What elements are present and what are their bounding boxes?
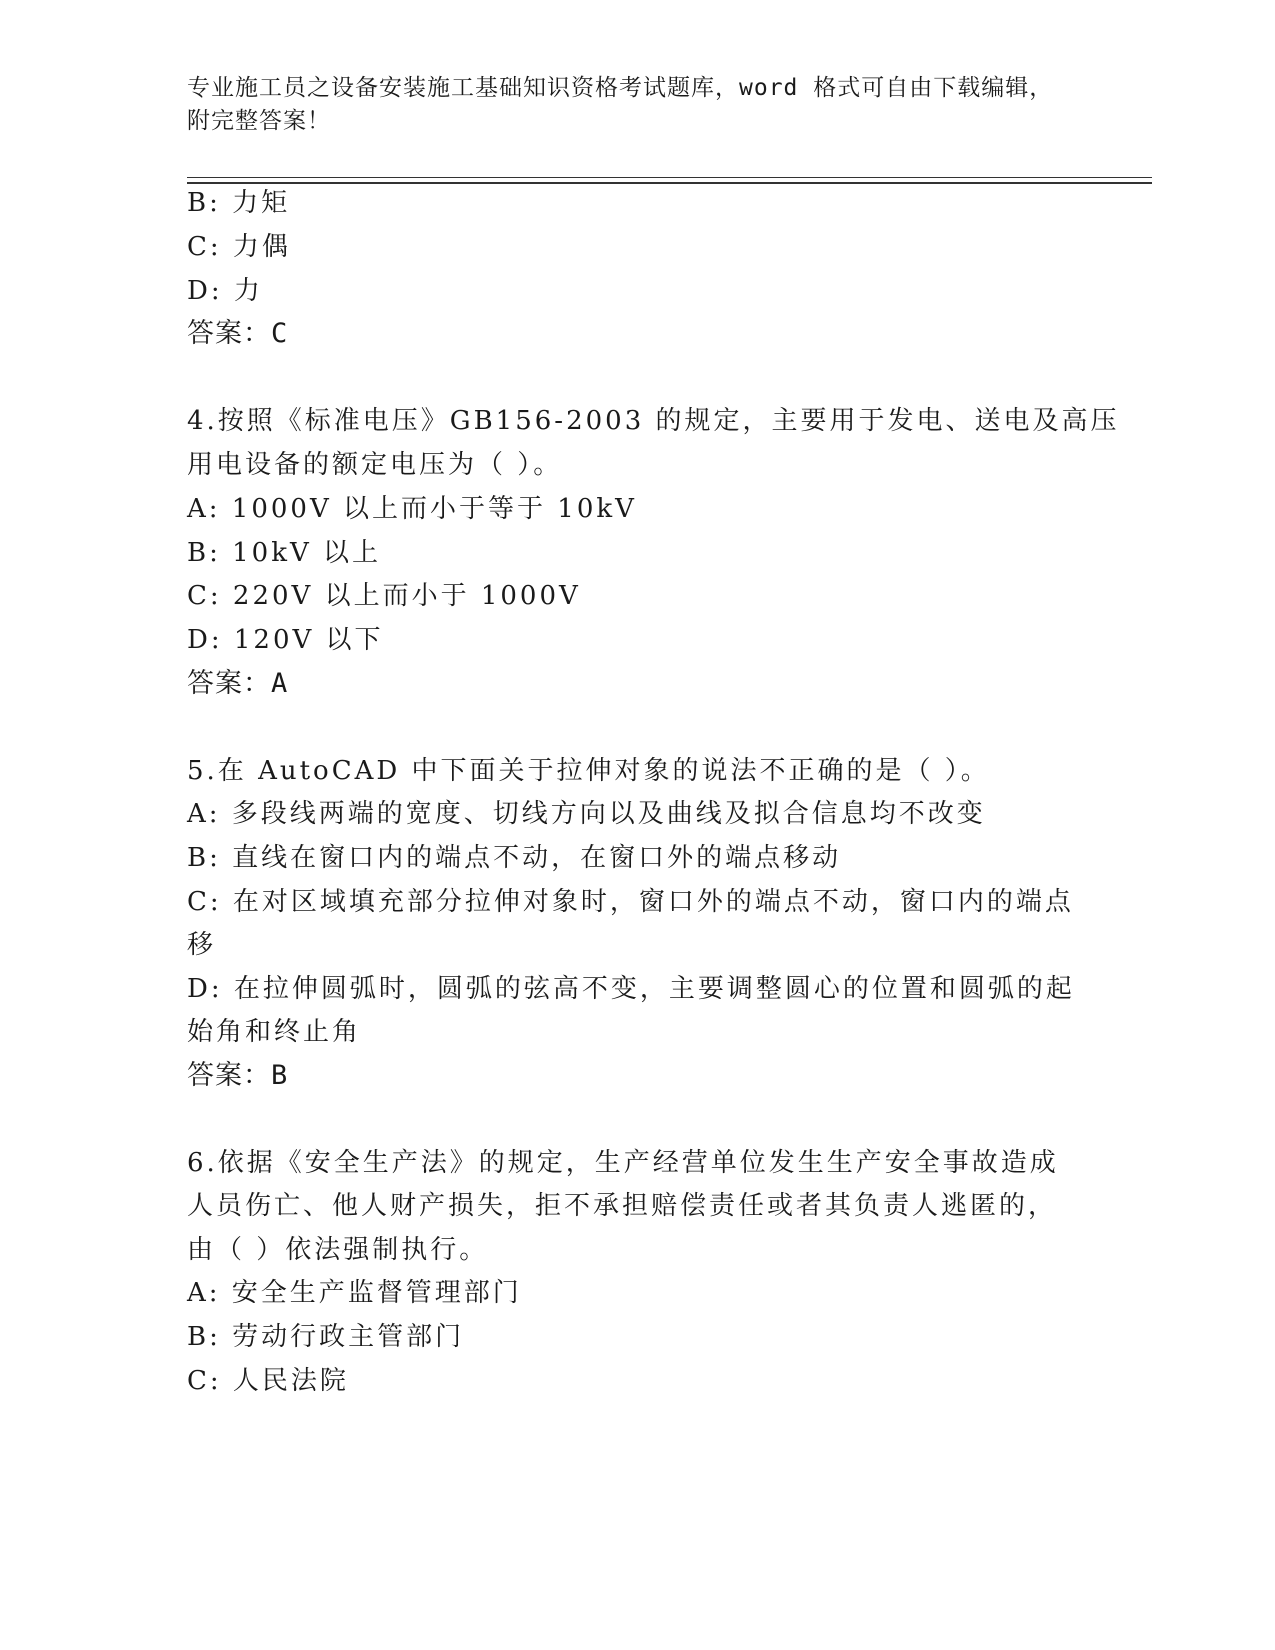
q5-option-c-line-2: 移 [187,930,217,960]
q6-stem-line-3: 由（ ）依法强制执行。 [187,1235,489,1265]
q4-option-d: D: 120V 以下 [187,625,384,655]
q5-option-d-line-1: D: 在拉伸圆弧时，圆弧的弦高不变，主要调整圆心的位置和圆弧的起 [187,974,1075,1004]
q4-stem-line-2: 用电设备的额定电压为（ ）。 [187,450,563,480]
header-title-line-1: 专业施工员之设备安装施工基础知识资格考试题库，word 格式可自由下载编辑， [187,75,1054,101]
q6-option-c: C: 人民法院 [187,1366,349,1396]
q4-option-a: A: 1000V 以上而小于等于 10kV [187,494,637,524]
q5-option-d-line-2: 始角和终止角 [187,1017,362,1047]
document-header [187,72,1087,138]
q6-stem-line-2: 人员伤亡、他人财产损失，拒不承担赔偿责任或者其负责人逃匿的， [187,1191,1058,1221]
q6-stem-line-1: 6.依据《安全生产法》的规定，生产经营单位发生生产安全事故造成 [187,1148,1059,1178]
q5-option-a: A: 多段线两端的宽度、切线方向以及曲线及拟合信息均不改变 [187,799,986,829]
q5-answer: 答案：B [187,1060,289,1091]
q4-option-c: C: 220V 以上而小于 1000V [187,581,581,611]
header-title-line-2: 附完整答案！ [187,108,331,134]
q4-option-b: B: 10kV 以上 [187,538,382,568]
q5-option-b: B: 直线在窗口内的端点不动，在窗口外的端点移动 [187,843,842,873]
q3-option-d: D: 力 [187,276,263,306]
q5-stem-line-1: 5.在 AutoCAD 中下面关于拉伸对象的说法不正确的是（ ）。 [187,756,990,786]
q4-answer: 答案：A [187,668,289,699]
q3-option-c: C: 力偶 [187,232,291,262]
q4-stem-line-1: 4.按照《标准电压》GB156-2003 的规定，主要用于发电、送电及高压 [187,406,1120,436]
q3-answer: 答案：C [187,318,289,349]
header-divider-thick [187,182,1152,184]
q6-option-b: B: 劳动行政主管部门 [187,1322,465,1352]
q5-option-c-line-1: C: 在对区域填充部分拉伸对象时，窗口外的端点不动，窗口内的端点 [187,887,1074,917]
header-divider-thin [187,177,1152,178]
q3-option-b: B: 力矩 [187,188,291,218]
q6-option-a: A: 安全生产监督管理部门 [187,1278,522,1308]
